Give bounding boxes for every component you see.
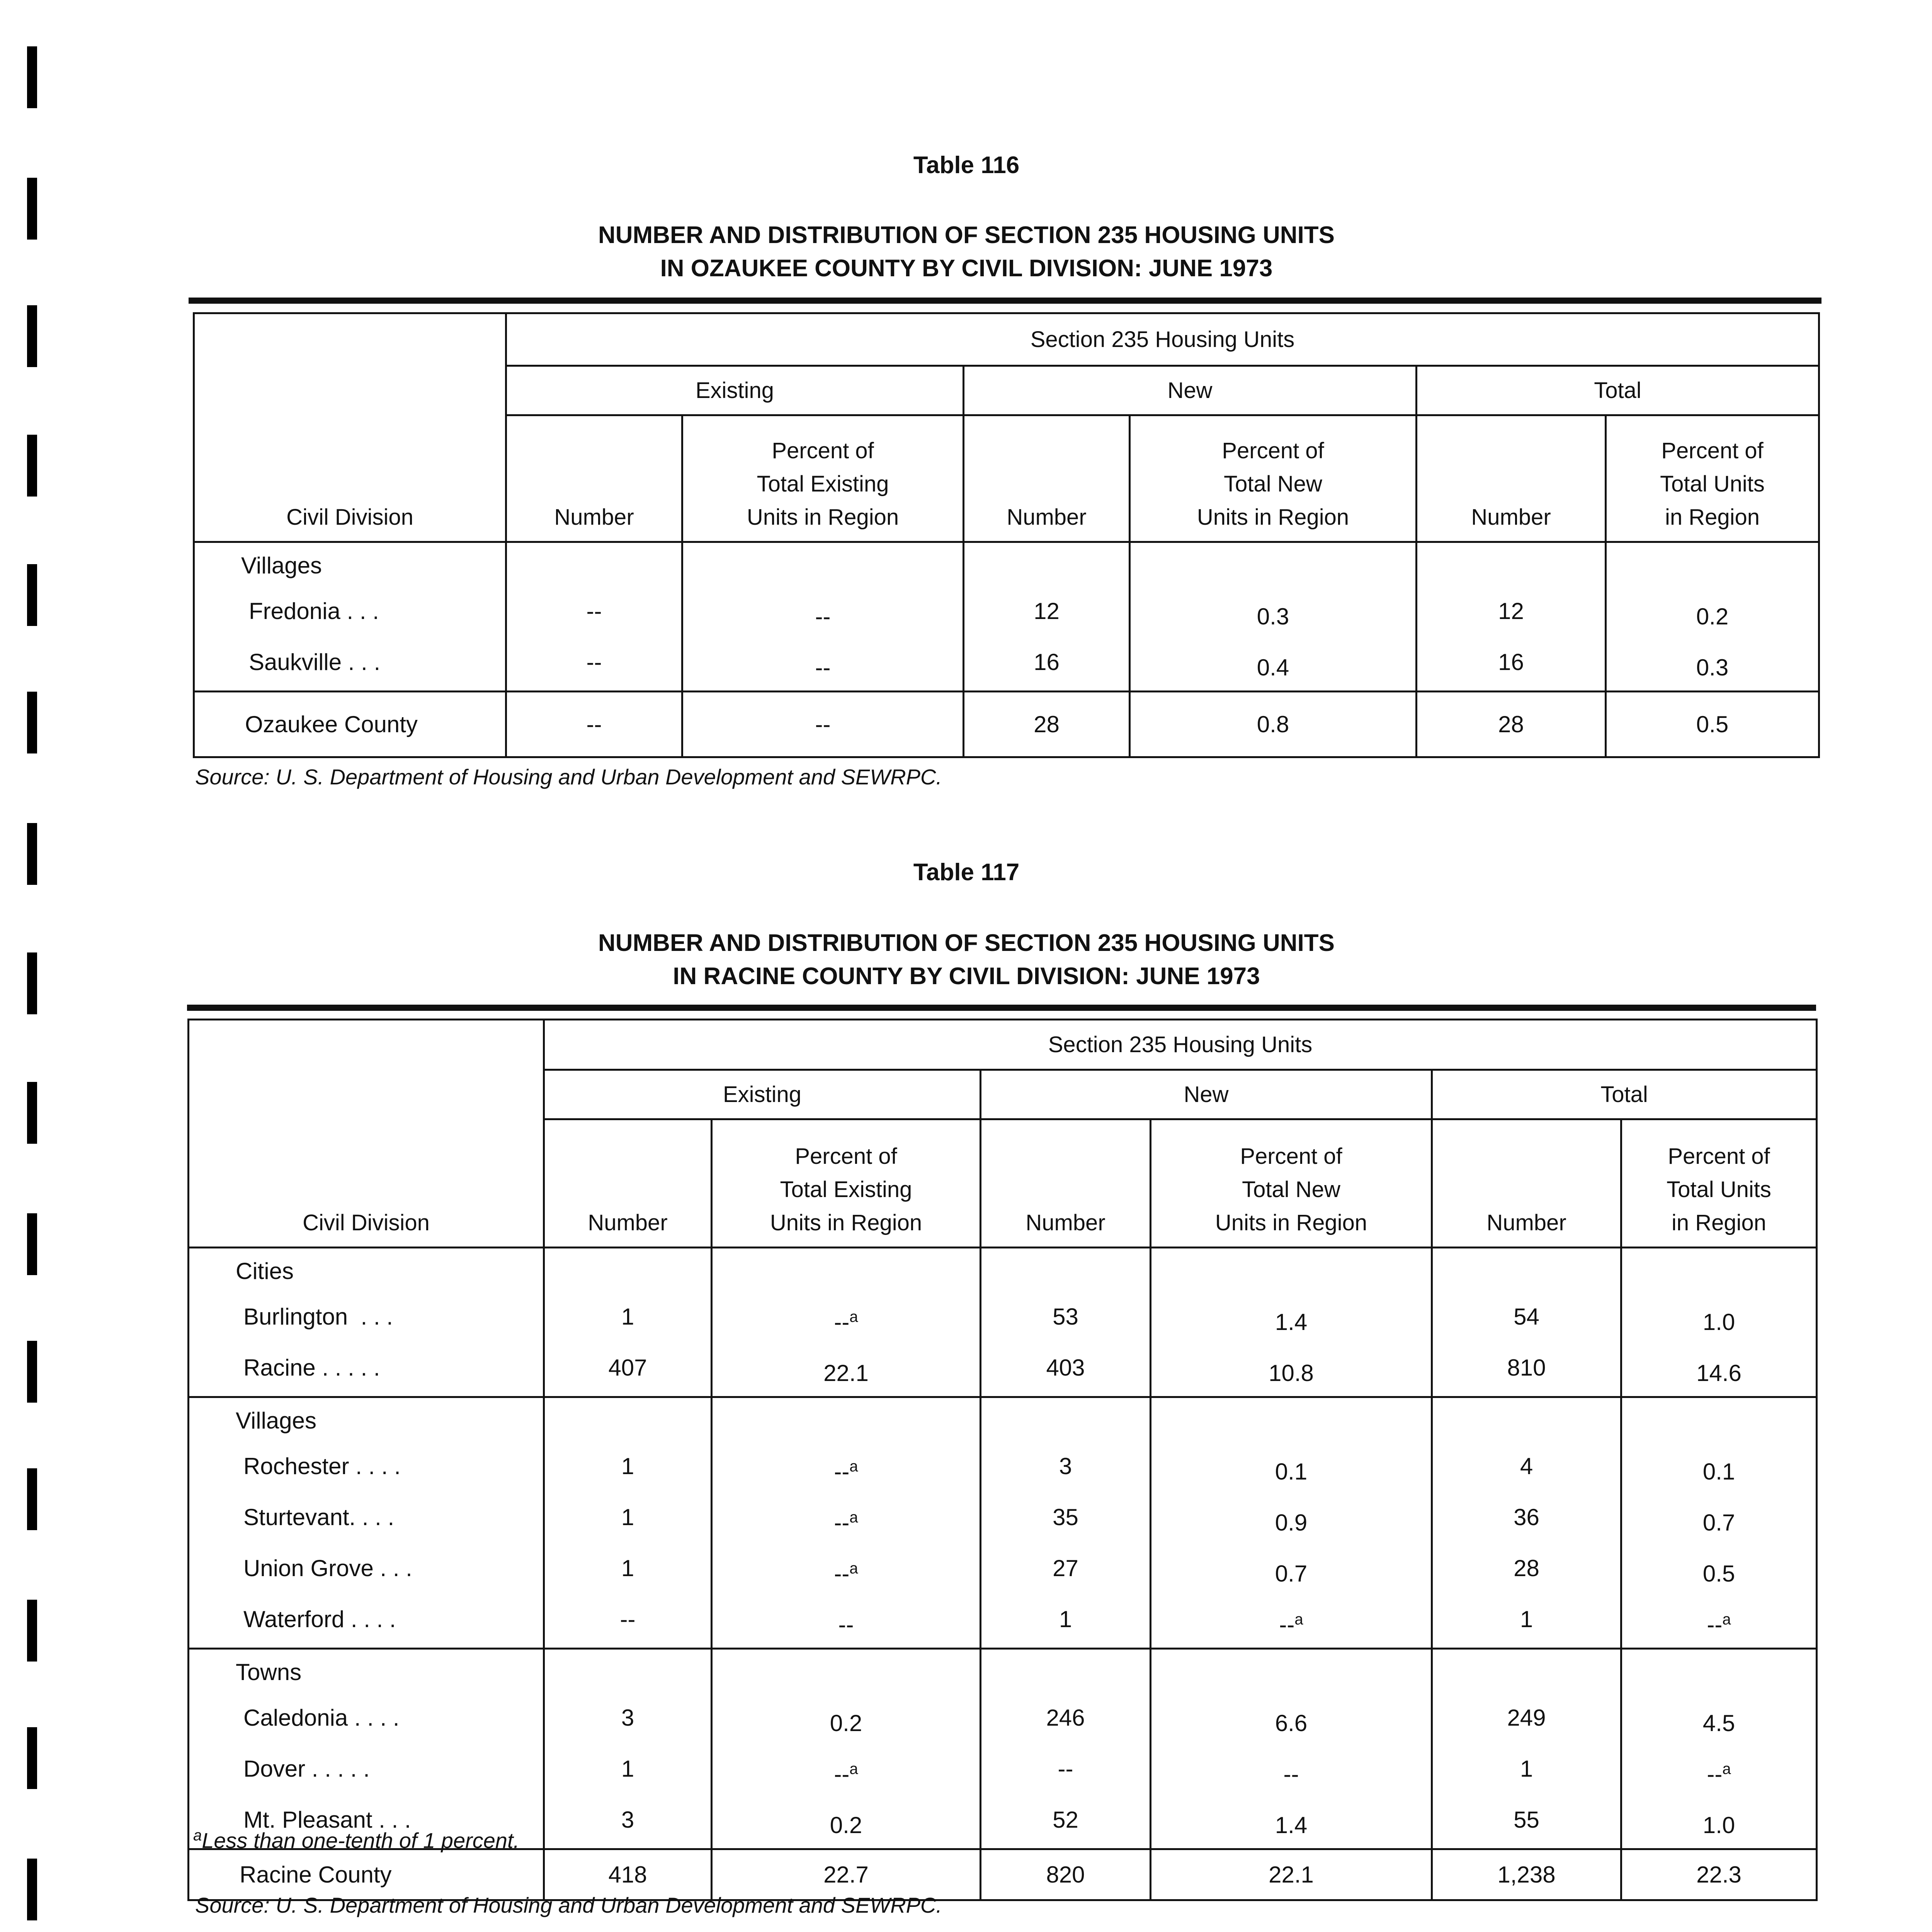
table-117-title-line1: NUMBER AND DISTRIBUTION OF SECTION 235 HOUSING UNITS: [598, 930, 1335, 956]
cell-tot-pct: 1.0: [1621, 1797, 1817, 1849]
table-116-title: [0, 219, 1932, 285]
cell-tot-num: 1: [1432, 1746, 1621, 1797]
dot-leaders: . . . . .: [305, 1756, 370, 1782]
cell-tot-num: 12: [1417, 588, 1606, 639]
row-label: Waterford . . . .: [189, 1597, 544, 1649]
total-total-number: 1,238: [1432, 1849, 1621, 1900]
cell-new-pct: --: [1151, 1746, 1432, 1797]
row-label: Rochester . . . .: [189, 1444, 544, 1495]
footnote-mark: a: [849, 1560, 858, 1577]
cell-new-num: 403: [981, 1345, 1151, 1397]
table-row: [189, 1746, 1817, 1797]
cell-new-pct: 10.8: [1151, 1345, 1432, 1397]
footnote-mark: a: [1722, 1760, 1731, 1777]
cell-tot-num: 16: [1417, 639, 1606, 692]
empty-cell: [1417, 542, 1606, 589]
footnote-mark: a: [1294, 1611, 1303, 1628]
cell-ex-pct: --$^a$: [712, 1746, 981, 1797]
total-new-number: 28: [964, 692, 1130, 757]
total-number-header: Number: [1432, 1119, 1621, 1248]
section-235-header: Section 235 Housing Units: [544, 1020, 1817, 1070]
empty-cell: [1621, 1248, 1817, 1294]
table-row: [189, 1294, 1817, 1345]
table-row: [189, 1495, 1817, 1546]
footnote-mark: a: [849, 1458, 858, 1475]
cell-tot-pct: 0.7: [1621, 1495, 1817, 1546]
footnote-mark: a: [1722, 1611, 1731, 1628]
cell-new-num: 35: [981, 1495, 1151, 1546]
empty-cell: [1432, 1397, 1621, 1444]
dot-leaders: . . .: [348, 1304, 393, 1330]
new-percent-header: Percent of Total New Units in Region: [1151, 1119, 1432, 1248]
footnote-mark: a: [193, 1827, 202, 1844]
group-header-row: [189, 1397, 1817, 1444]
empty-cell: [544, 1397, 712, 1444]
cell-tot-num: 28: [1432, 1546, 1621, 1597]
cell-new-pct: 0.9: [1151, 1495, 1432, 1546]
row-label: Fredonia . . .: [194, 588, 506, 639]
footnote-mark: a: [849, 1308, 858, 1325]
cell-tot-pct: 4.5: [1621, 1695, 1817, 1746]
row-label: Racine . . . . .: [189, 1345, 544, 1397]
table-group: [189, 1649, 1817, 1849]
row-label: Saukville . . .: [194, 639, 506, 692]
dot-leaders: . . . .: [348, 1705, 400, 1731]
footnote-mark: a: [849, 1509, 858, 1526]
empty-cell: [544, 1248, 712, 1294]
row-label: Sturtevant. . . .: [189, 1495, 544, 1546]
new-header: New: [964, 366, 1417, 415]
dot-leaders: . . . . .: [315, 1355, 380, 1381]
empty-cell: [981, 1397, 1151, 1444]
empty-cell: [1432, 1649, 1621, 1696]
total-percent-header: Percent of Total Units in Region: [1606, 415, 1819, 542]
empty-cell: [712, 1248, 981, 1294]
cell-ex-pct: --: [682, 639, 964, 692]
table-row: [189, 1695, 1817, 1746]
total-header: Total: [1432, 1070, 1817, 1119]
total-new-percent: 22.1: [1151, 1849, 1432, 1900]
cell-new-pct: 1.4: [1151, 1797, 1432, 1849]
empty-cell: [1621, 1397, 1817, 1444]
civil-division-header: Civil Division: [189, 1020, 544, 1248]
empty-cell: [682, 542, 964, 589]
cell-new-num: 27: [981, 1546, 1151, 1597]
row-label: Burlington . . .: [189, 1294, 544, 1345]
row-label: Union Grove . . .: [189, 1546, 544, 1597]
cell-ex-num: --: [506, 639, 682, 692]
group-label: Towns: [189, 1649, 544, 1696]
cell-ex-pct: --$^a$: [712, 1495, 981, 1546]
cell-new-pct: 1.4: [1151, 1294, 1432, 1345]
group-label: Villages: [194, 542, 506, 589]
total-label: Ozaukee County: [194, 692, 506, 757]
cell-ex-num: 1: [544, 1546, 712, 1597]
table-row-total: [194, 692, 1819, 757]
cell-tot-num: 4: [1432, 1444, 1621, 1495]
cell-ex-pct: 0.2: [712, 1797, 981, 1849]
existing-number-header: Number: [506, 415, 682, 542]
empty-cell: [1130, 542, 1417, 589]
empty-cell: [1606, 542, 1819, 589]
group-label: Villages: [189, 1397, 544, 1444]
cell-new-pct: 0.3: [1130, 588, 1417, 639]
footnote-mark: a: [849, 1760, 858, 1777]
empty-cell: [981, 1248, 1151, 1294]
cell-ex-num: 3: [544, 1695, 712, 1746]
total-existing-percent: --: [682, 692, 964, 757]
cell-tot-num: 36: [1432, 1495, 1621, 1546]
cell-ex-num: 3: [544, 1797, 712, 1849]
cell-tot-num: 55: [1432, 1797, 1621, 1849]
table-116-source: Source: U. S. Department of Housing and Urban Development and SEWRPC.: [195, 765, 942, 789]
cell-ex-num: --: [506, 588, 682, 639]
table-group: [189, 1397, 1817, 1649]
existing-number-header: Number: [544, 1119, 712, 1248]
existing-header: Existing: [544, 1070, 981, 1119]
cell-new-pct: 0.1: [1151, 1444, 1432, 1495]
cell-tot-pct: --$^a$: [1621, 1746, 1817, 1797]
table-116-title-line2: IN OZAUKEE COUNTY BY CIVIL DIVISION: JUNE 1973: [660, 255, 1273, 282]
total-new-number: 820: [981, 1849, 1151, 1900]
empty-cell: [1432, 1248, 1621, 1294]
table-117-source: Source: U. S. Department of Housing and Urban Development and SEWRPC.: [195, 1893, 942, 1917]
total-new-percent: 0.8: [1130, 692, 1417, 757]
empty-cell: [1621, 1649, 1817, 1696]
dot-leaders: . . .: [340, 598, 379, 624]
row-label: Caledonia . . . .: [189, 1695, 544, 1746]
cell-ex-pct: 22.1: [712, 1345, 981, 1397]
dot-leaders: . . .: [342, 649, 381, 675]
empty-cell: [544, 1649, 712, 1696]
table-117-caption: Table 117: [913, 859, 1020, 886]
table-row: [189, 1597, 1817, 1649]
cell-new-num: 1: [981, 1597, 1151, 1649]
existing-header: Existing: [506, 366, 964, 415]
row-label: Mt. Pleasant . . .: [189, 1797, 544, 1849]
table-117-footnote: $^a$Less than one-tenth of 1 percent.: [193, 1827, 520, 1853]
cell-ex-num: 1: [544, 1294, 712, 1345]
total-total-percent: 22.3: [1621, 1849, 1817, 1900]
cell-ex-num: 1: [544, 1444, 712, 1495]
table-row: [194, 588, 1819, 639]
total-header: Total: [1417, 366, 1819, 415]
existing-percent-header: Percent of Total Existing Units in Region: [712, 1119, 981, 1248]
cell-new-num: 52: [981, 1797, 1151, 1849]
cell-tot-pct: 0.3: [1606, 639, 1819, 692]
cell-tot-num: 54: [1432, 1294, 1621, 1345]
cell-tot-num: 249: [1432, 1695, 1621, 1746]
group-header-row: [194, 542, 1819, 589]
empty-cell: [964, 542, 1130, 589]
total-existing-number: --: [506, 692, 682, 757]
section-235-header: Section 235 Housing Units: [506, 313, 1819, 366]
cell-new-num: --: [981, 1746, 1151, 1797]
table-117-top-rule: [187, 1005, 1816, 1011]
new-header: New: [981, 1070, 1432, 1119]
total-existing-number: 418: [544, 1849, 712, 1900]
table-row: [189, 1546, 1817, 1597]
empty-cell: [506, 542, 682, 589]
table-117-title-line2: IN RACINE COUNTY BY CIVIL DIVISION: JUNE 1973: [673, 963, 1260, 990]
total-total-percent: 0.5: [1606, 692, 1819, 757]
cell-ex-pct: --: [712, 1597, 981, 1649]
cell-new-num: 246: [981, 1695, 1151, 1746]
dot-leaders: . . .: [373, 1555, 412, 1581]
dot-leaders: . . . .: [349, 1453, 401, 1479]
cell-new-num: 16: [964, 639, 1130, 692]
group-header-row: [189, 1649, 1817, 1696]
cell-tot-num: 810: [1432, 1345, 1621, 1397]
cell-ex-pct: --$^a$: [712, 1444, 981, 1495]
cell-new-pct: 0.7: [1151, 1546, 1432, 1597]
cell-new-num: 3: [981, 1444, 1151, 1495]
table-116-title-line1: NUMBER AND DISTRIBUTION OF SECTION 235 HOUSING UNITS: [598, 222, 1335, 248]
civil-division-header: Civil Division: [194, 313, 506, 542]
cell-ex-pct: --$^a$: [712, 1546, 981, 1597]
dot-leaders: . . .: [372, 1807, 411, 1833]
existing-percent-header: Percent of Total Existing Units in Region: [682, 415, 964, 542]
cell-tot-pct: 0.2: [1606, 588, 1819, 639]
cell-ex-num: 1: [544, 1746, 712, 1797]
table-group: [194, 542, 1819, 692]
row-label: Dover . . . . .: [189, 1746, 544, 1797]
empty-cell: [1151, 1397, 1432, 1444]
cell-ex-num: 1: [544, 1495, 712, 1546]
total-number-header: Number: [1417, 415, 1606, 542]
dot-leaders: . . . .: [344, 1606, 396, 1632]
cell-ex-pct: 0.2: [712, 1695, 981, 1746]
cell-ex-pct: --: [682, 588, 964, 639]
cell-ex-num: --: [544, 1597, 712, 1649]
empty-cell: [1151, 1649, 1432, 1696]
cell-new-num: 53: [981, 1294, 1151, 1345]
table-117: [187, 1019, 1818, 1901]
cell-tot-pct: 1.0: [1621, 1294, 1817, 1345]
total-total-number: 28: [1417, 692, 1606, 757]
table-group: [189, 1248, 1817, 1397]
group-label: Cities: [189, 1248, 544, 1294]
cell-ex-pct: --$^a$: [712, 1294, 981, 1345]
table-row: [189, 1444, 1817, 1495]
cell-new-num: 12: [964, 588, 1130, 639]
empty-cell: [712, 1397, 981, 1444]
cell-tot-pct: 0.1: [1621, 1444, 1817, 1495]
new-percent-header: Percent of Total New Units in Region: [1130, 415, 1417, 542]
table-116-caption: Table 116: [913, 152, 1020, 179]
new-number-header: Number: [964, 415, 1130, 542]
table-row: [194, 639, 1819, 692]
empty-cell: [1151, 1248, 1432, 1294]
empty-cell: [981, 1649, 1151, 1696]
empty-cell: [712, 1649, 981, 1696]
cell-new-pct: --$^a$: [1151, 1597, 1432, 1649]
total-label: Racine County: [189, 1849, 544, 1900]
cell-tot-num: 1: [1432, 1597, 1621, 1649]
new-number-header: Number: [981, 1119, 1151, 1248]
total-percent-header: Percent of Total Units in Region: [1621, 1119, 1817, 1248]
cell-tot-pct: --$^a$: [1621, 1597, 1817, 1649]
total-existing-percent: 22.7: [712, 1849, 981, 1900]
table-117-title: [0, 927, 1932, 993]
cell-tot-pct: 14.6: [1621, 1345, 1817, 1397]
dot-leaders: . . . .: [349, 1504, 395, 1530]
table-116-top-rule: [189, 298, 1821, 304]
cell-tot-pct: 0.5: [1621, 1546, 1817, 1597]
cell-new-pct: 0.4: [1130, 639, 1417, 692]
table-116: [193, 312, 1820, 758]
table-row: [189, 1345, 1817, 1397]
cell-new-pct: 6.6: [1151, 1695, 1432, 1746]
cell-ex-num: 407: [544, 1345, 712, 1397]
group-header-row: [189, 1248, 1817, 1294]
